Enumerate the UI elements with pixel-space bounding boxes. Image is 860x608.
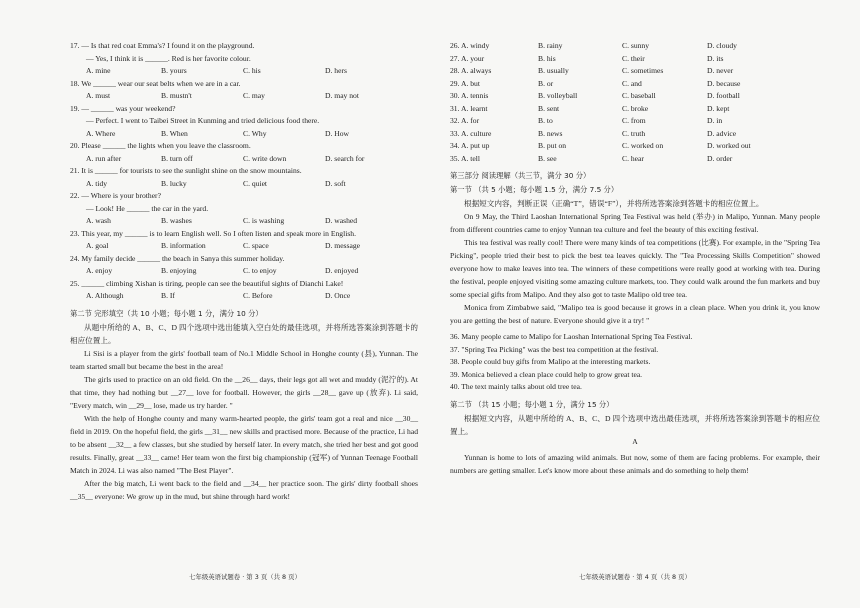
cloze-option-row [450, 153, 820, 166]
cloze-option: D. worked out [707, 141, 751, 151]
answer-option: D. washed [325, 216, 358, 226]
cloze-option-row [450, 90, 820, 103]
answer-options [70, 178, 418, 191]
cloze-option-row [450, 140, 820, 153]
cloze-option: C. their [622, 53, 645, 63]
cloze-option: C. truth [622, 128, 646, 138]
cloze-passage [70, 347, 418, 503]
answer-option: D. may not [325, 91, 359, 101]
question-stem-reply: — Look! He ______ the car in the yard. [86, 203, 209, 213]
cloze-paragraph: After the big match, Li went back to the field and __34__ her practice soon. The girls' dirty football shoes __35__ everyone: We grow up in the mud, but shine through hard work! [70, 478, 418, 501]
answer-option: A. mine [86, 66, 111, 76]
tf-question: 38. People could buy gifts from Malipo at the interesting markets. [450, 357, 651, 367]
cloze-option: C. and [622, 78, 642, 88]
cloze-option: C. sometimes [622, 66, 664, 76]
page-footer-right: 七年级英语试题卷 · 第 4 页（共 8 页） [579, 572, 691, 581]
answer-option: C. space [243, 241, 269, 251]
right-page [430, 0, 860, 608]
part3-title: 第三部分 阅读理解（共三节，满分 30 分） [450, 171, 591, 181]
answer-option: A. run after [86, 153, 122, 163]
answer-option: C. is washing [243, 216, 285, 226]
cloze-option: 34. A. put up [450, 141, 490, 151]
answer-options [70, 240, 418, 253]
cloze-option: 26. A. windy [450, 41, 490, 51]
question-stem: 21. It is ______ for tourists to see the sunlight shine on the snow mountains. [70, 166, 302, 176]
answer-option: B. mustn't [161, 91, 192, 101]
answer-option: C. may [243, 91, 265, 101]
passage-a-text: Yunnan is home to lots of amazing wild animals. But now, some of them are facing problems. For example, their numbers are getting smaller. Let's know more about these animals and do something to help them! [450, 452, 820, 475]
cloze-option: C. hear [622, 153, 644, 163]
cloze-option: 32. A. for [450, 116, 480, 126]
cloze-option: D. because [707, 78, 741, 88]
cloze-option: D. football [707, 91, 740, 101]
cloze-option: D. cloudy [707, 41, 737, 51]
section1-instructions: 根据短文内容，判断正误（正确“T”，错误“F”），并将所选答案涂到答题卡的相应位置上。 [464, 199, 764, 208]
answer-option: A. enjoy [86, 266, 113, 276]
answer-option: B. washes [161, 216, 192, 226]
question-stem-reply: — Yes, I think it is ______. Red is her favorite colour. [86, 53, 251, 63]
cloze-option: B. usually [538, 66, 569, 76]
cloze-option: 28. A. always [450, 66, 492, 76]
cloze-option: B. his [538, 53, 556, 63]
cloze-option: D. kept [707, 103, 730, 113]
cloze-option: D. advice [707, 128, 737, 138]
answer-options [70, 65, 418, 78]
tf-question: 40. The text mainly talks about old tree tea. [450, 382, 582, 392]
cloze-option: C. from [622, 116, 646, 126]
question-stem: 20. Please ______ the lights when you leave the classroom. [70, 141, 251, 151]
section2-title: 第二节 完形填空（共 10 小题；每小题 1 分，满分 10 分） [70, 308, 263, 318]
reading-paragraph: On 9 May, the Third Laoshan International Spring Tea Festival was held (举办) in Malipo, Yunnan. Many people from different countries came to enjoy Yunnan tea culture and feel the beauty of this exciting festival. [450, 212, 820, 234]
cloze-option: C. baseball [622, 91, 656, 101]
answer-option: A. Although [86, 291, 124, 301]
answer-option: D. hers [325, 66, 347, 76]
cloze-option: B. put on [538, 141, 567, 151]
question-stem: 22. — Where is your brother? [70, 191, 161, 201]
passage-label: A [632, 436, 638, 446]
answer-option: D. How [325, 128, 350, 138]
cloze-option-row [450, 53, 820, 66]
answer-option: C. his [243, 66, 261, 76]
answer-option: D. Once [325, 291, 351, 301]
cloze-option: B. news [538, 128, 563, 138]
section2-instructions-right: 根据短文内容，从题中所给的 A、B、C、D 四个选项中选出最佳选项，并将所选答案涂到答题卡的相应位置上。 [450, 413, 820, 436]
cloze-option: D. its [707, 53, 724, 63]
cloze-option: 35. A. tell [450, 153, 480, 163]
true-false-questions [450, 331, 820, 394]
answer-option: B. yours [161, 66, 187, 76]
cloze-option: C. worked on [622, 141, 664, 151]
answer-option: B. information [161, 241, 206, 251]
answer-option: B. turn off [161, 153, 193, 163]
answer-options [70, 265, 418, 278]
cloze-option: C. sunny [622, 41, 650, 51]
cloze-option-row [450, 40, 820, 53]
cloze-paragraph: Li Sisi is a player from the girls' football team of No.1 Middle School in Honghe county (县), Yunnan. The team started small but became the best in the area! [70, 348, 418, 371]
cloze-option-row [450, 65, 820, 78]
answer-option: A. must [86, 91, 111, 101]
tf-question: 39. Monica believed a clean place could help to grow great tea. [450, 369, 643, 379]
cloze-option: 33. A. culture [450, 128, 492, 138]
answer-option: C. write down [243, 153, 287, 163]
answer-option: C. Before [243, 291, 273, 301]
answer-options [70, 215, 418, 228]
answer-option: B. When [161, 128, 188, 138]
cloze-option-row [450, 103, 820, 116]
answer-option: A. goal [86, 241, 109, 251]
cloze-option: 30. A. tennis [450, 91, 489, 101]
cloze-option: 31. A. learnt [450, 103, 488, 113]
answer-options [70, 128, 418, 141]
answer-options [70, 153, 418, 166]
cloze-option: B. rainy [538, 41, 563, 51]
answer-options [70, 290, 418, 303]
question-stem: 17. — Is that red coat Emma's? I found it on the playground. [70, 41, 255, 51]
cloze-option-row [450, 78, 820, 91]
answer-options [70, 90, 418, 103]
answer-option: D. message [325, 241, 361, 251]
cloze-option: 27. A. your [450, 53, 485, 63]
question-stem: 23. This year, my ______ is to learn English well. So I often listen and speak more in English. [70, 228, 356, 238]
cloze-paragraph: With the help of Honghe county and many warm-hearted people, the girls' team got a real and nice __30__ field in 2019. On the hopeful field, the girls __31__ new skills and practised more. Because of the practice, Li had to be absent __32__ a few classes, but she studied by herself later. In every match, she tried her best and got good results. Finally, great __33__ came! Her team won the first big championship (冠军) of Yunnan Teenage Football Match in 2024. Li was also named "The Best Player". [70, 413, 418, 475]
tf-question: 36. Many people came to Malipo for Laoshan International Spring Tea Festival. [450, 332, 693, 342]
cloze-option-row [450, 128, 820, 141]
cloze-option: D. in [707, 116, 723, 126]
question-stem: 25. ______ climbing Xishan is tiring, people can see the beautiful sights of Dianchi Lake! [70, 278, 344, 288]
cloze-option: B. sent [538, 103, 560, 113]
section1-title: 第一节 （共 5 小题；每小题 1.5 分，满分 7.5 分） [450, 185, 619, 195]
question-stem: 19. — ______ was your weekend? [70, 103, 176, 113]
cloze-option-row [450, 115, 820, 128]
section2-instructions: 从题中所给的 A、B、C、D 四个选项中选出能填入空白处的最佳选项，并将所选答案涂到答题卡的相应位置上。 [70, 322, 418, 345]
cloze-paragraph: The girls used to practice on an old field. On the __26__ days, their legs got all wet and muddy (泥泞的). At that time, they had nothing but __27__ love for football. However, the girls __28__ gave up (放弃). Li said, "Every match, win __29__ lose, made us try harder. " [70, 374, 418, 410]
section2-title-right: 第二节 （共 15 小题；每小题 1 分，满分 15 分） [450, 399, 614, 409]
cloze-option: D. never [707, 66, 734, 76]
cloze-option: B. see [538, 153, 557, 163]
answer-option: B. If [161, 291, 175, 301]
answer-option: B. lucky [161, 178, 187, 188]
answer-option: D. enjoyed [325, 266, 359, 276]
answer-option: A. Where [86, 128, 116, 138]
reading-paragraph: This tea festival was really cool! There were many kinds of tea competitions (比赛). For example, in the "Spring Tea Picking", people tried their best to pick the best tea leaves quickly. The "Tea Processing Skills Competition" showed everyone how to make leaves into tea. The winners of these competitions were really good at working with tea. During the festival, people enjoyed visiting some amazing culture markets, too. They could walk around the fun markets and buy some special gifts from Malipo. And they also got to taste Malipo old tree tea. [450, 238, 820, 299]
cloze-option: B. volleyball [538, 91, 578, 101]
cloze-option: C. broke [622, 103, 649, 113]
answer-option: A. wash [86, 216, 111, 226]
question-stem: 24. My family decide ______ the beach in Sanya this summer holiday. [70, 253, 285, 263]
question-stem: 18. We ______ wear our seat belts when we are in a car. [70, 78, 241, 88]
cloze-option: B. to [538, 116, 553, 126]
answer-option: D. soft [325, 178, 346, 188]
answer-option: C. Why [243, 128, 267, 138]
reading-passage-tf [450, 210, 820, 327]
cloze-option: 29. A. but [450, 78, 480, 88]
multiple-choice-list [70, 40, 418, 303]
cloze-option: D. order [707, 153, 733, 163]
answer-option: B. enjoying [161, 266, 197, 276]
page-footer-left: 七年级英语试题卷 · 第 3 页（共 8 页） [189, 572, 301, 581]
tf-question: 37. "Spring Tea Picking" was the best tea competition at the festival. [450, 344, 659, 354]
cloze-options-list [450, 40, 820, 165]
question-stem-reply: — Perfect. I went to Taibei Street in Kunming and tried delicious food there. [86, 116, 320, 126]
answer-option: C. to enjoy [243, 266, 277, 276]
cloze-option: B. or [538, 78, 554, 88]
answer-option: A. tidy [86, 178, 108, 188]
answer-option: C. quiet [243, 178, 268, 188]
answer-option: D. search for [325, 153, 365, 163]
reading-paragraph: Monica from Zimbabwe said, "Malipo tea is good because it grows in a clean place. When you drink it, you know you are getting the best of nature. Everyone should give it a try! " [450, 303, 820, 325]
